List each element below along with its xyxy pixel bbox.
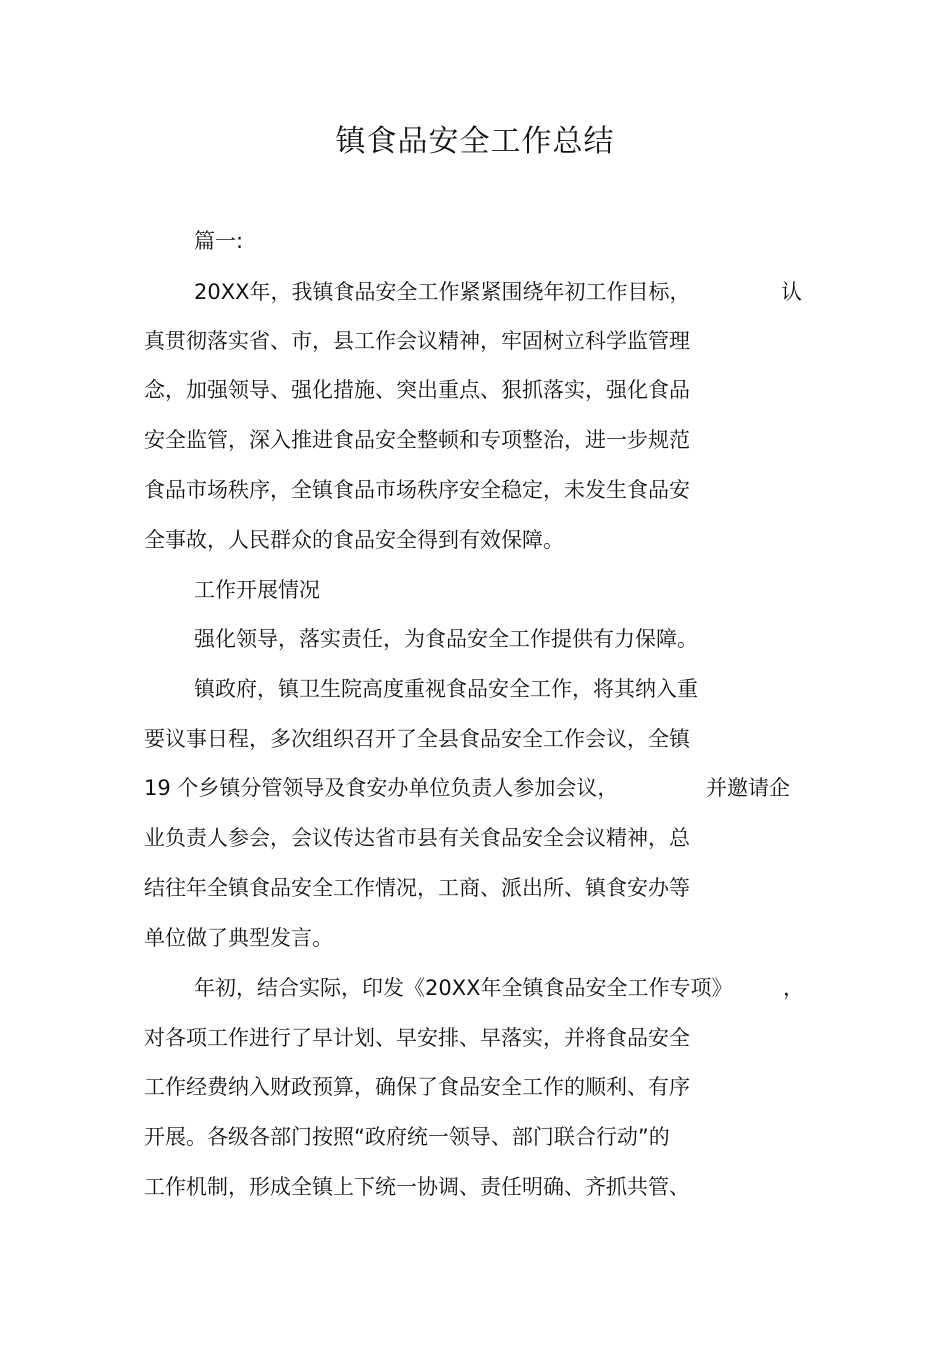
paragraph-line: 业负责人参会，会议传达省市县有关食品安全会议精神，总 <box>144 826 690 850</box>
paragraph-line: 全事故，人民群众的食品安全得到有效保障。 <box>144 528 564 552</box>
paragraph-line: 安全监管，深入推进食品安全整顿和专项整治，进一步规范 <box>144 428 690 452</box>
paragraph-line-tail: 认 <box>781 280 802 304</box>
paragraph-line: 20XX年，我镇食品安全工作紧紧围绕年初工作目标， <box>194 280 691 304</box>
paragraph-line: 对各项工作进行了早计划、早安排、早落实，并将食品安全 <box>144 1026 690 1050</box>
paragraph-line: 镇政府，镇卫生院高度重视食品安全工作，将其纳入重 <box>194 677 698 701</box>
paragraph-line: 念，加强领导、强化措施、突出重点、狠抓落实，强化食品 <box>144 378 690 402</box>
paragraph-line: 要议事日程，多次组织召开了全县食品安全工作会议，全镇 <box>144 727 690 751</box>
paragraph-line: 开展。各级各部门按照“政府统一领导、部门联合行动”的 <box>144 1125 670 1149</box>
paragraph-line: 真贯彻落实省、市，县工作会议精神，牢固树立科学监管理 <box>144 329 690 353</box>
paragraph-line-tail: ， <box>783 976 804 1000</box>
paragraph-line: 强化领导，落实责任，为食品安全工作提供有力保障。 <box>194 627 698 651</box>
section-heading: 工作开展情况 <box>194 578 320 602</box>
paragraph-line: 19 个乡镇分管领导及食安办单位负责人参加会议， <box>144 776 619 800</box>
section-heading: 篇一: <box>194 229 244 253</box>
paragraph-line: 年初，结合实际，印发《20XX年全镇食品安全工作专项》 <box>194 976 733 1000</box>
paragraph-line: 食品市场秩序，全镇食品市场秩序安全稳定，未发生食品安 <box>144 478 690 502</box>
paragraph-line: 工作机制，形成全镇上下统一协调、责任明确、齐抓共管、 <box>144 1175 690 1199</box>
document-title: 镇食品安全工作总结 <box>335 124 615 159</box>
paragraph-line: 结往年全镇食品安全工作情况，工商、派出所、镇食安办等 <box>144 876 690 900</box>
paragraph-line-tail: 并邀请企 <box>706 776 790 800</box>
paragraph-line: 工作经费纳入财政预算，确保了食品安全工作的顺利、有序 <box>144 1075 690 1099</box>
paragraph-line: 单位做了典型发言。 <box>144 926 333 950</box>
